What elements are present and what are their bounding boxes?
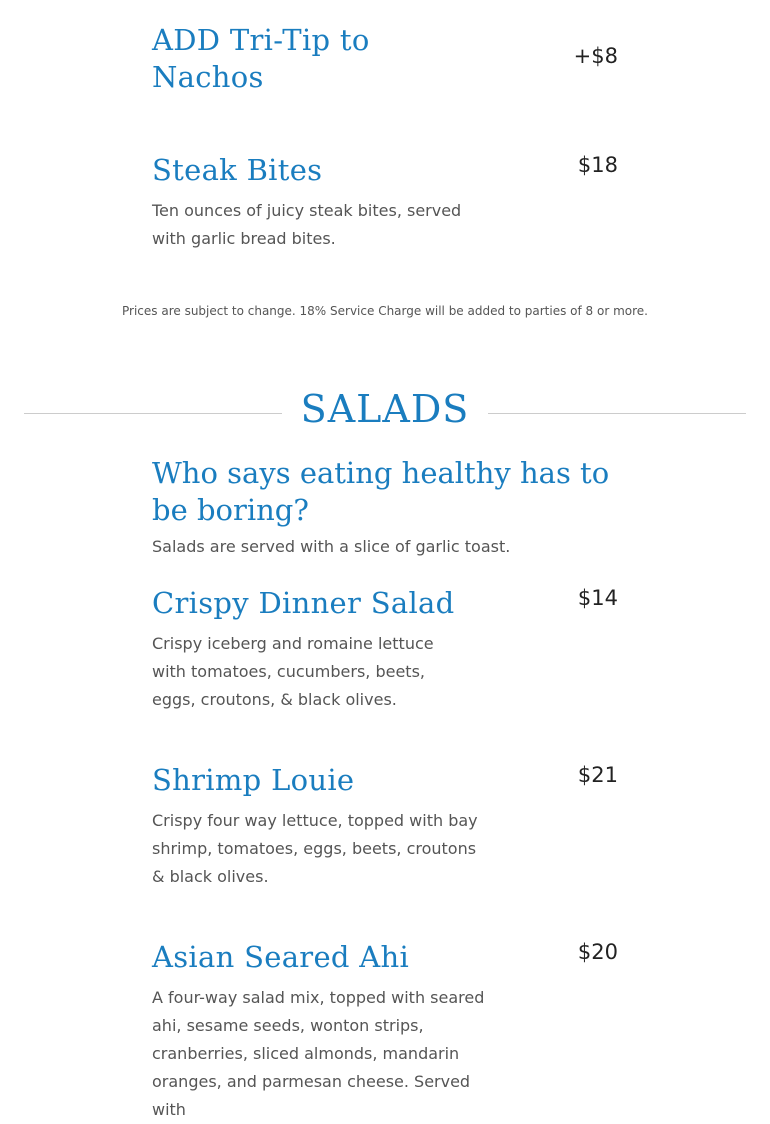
section-subnote: Salads are served with a slice of garlic toast. (152, 537, 511, 556)
menu-item-price: +$8 (573, 44, 618, 68)
menu-item-price: $18 (577, 153, 618, 177)
menu-item (152, 939, 618, 1119)
menu-item-name: Steak Bites (152, 153, 323, 187)
menu-item-name: Asian Seared Ahi (152, 940, 410, 974)
menu-item-name: Shrimp Louie (152, 763, 355, 797)
menu-item-description: Crispy four way lettuce, topped with bay shrimp, tomatoes, eggs, beets, croutons & black olives. (152, 811, 478, 886)
menu-item (152, 22, 618, 102)
price-notice: Prices are subject to change. 18% Service Charge will be added to parties of 8 or more. (122, 304, 648, 318)
section-header (24, 386, 746, 434)
menu-item-description: A four-way salad mix, topped with seared ahi, sesame seeds, wonton strips, cranberries, sliced almonds, mandarin oranges, and parmesan cheese. Served with (152, 988, 485, 1119)
menu-item-description: Crispy iceberg and romaine lettuce with tomatoes, cucumbers, beets, eggs, croutons, & black olives. (152, 634, 434, 709)
section-tagline: Who says eating healthy has to be boring? (152, 456, 610, 527)
menu-item-name: ADD Tri-Tip to Nachos (152, 23, 370, 94)
menu-item-price: $14 (577, 586, 618, 610)
menu-item (152, 152, 618, 262)
divider-right (488, 413, 746, 414)
menu-item-name: Crispy Dinner Salad (152, 586, 455, 620)
menu-item-price: $20 (577, 940, 618, 964)
menu-item-description: Ten ounces of juicy steak bites, served with garlic bread bites. (152, 201, 462, 248)
section-title: SALADS (300, 387, 470, 431)
menu-item (152, 585, 618, 715)
menu-item-price: $21 (577, 763, 618, 787)
menu-item (152, 762, 618, 892)
